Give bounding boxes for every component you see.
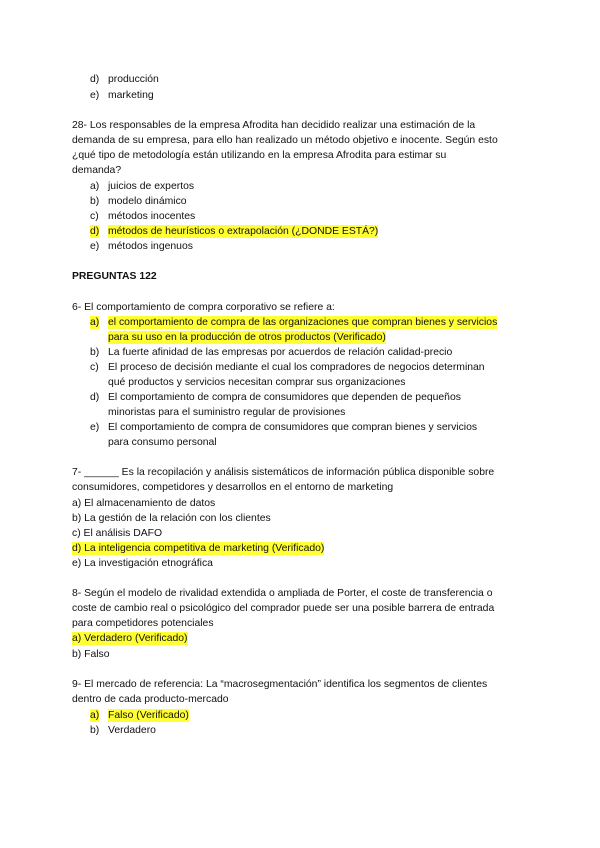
- option-label: e): [90, 422, 100, 433]
- option-label: e): [90, 90, 100, 101]
- question-stem: 8- Según el modelo de rivalidad extendida o ampliada de Porter, el coste de transferencia o: [72, 588, 493, 599]
- option-label: d): [90, 392, 100, 403]
- option-text: a) El almacenamiento de datos: [72, 498, 216, 509]
- question-stem: 6- El comportamiento de compra corporativo se refiere a:: [72, 302, 335, 313]
- option-text-highlighted: a) Verdadero (Verificado): [72, 633, 188, 644]
- option-label: c): [90, 362, 99, 373]
- option-text: El comportamiento de compra de consumidores que compran bienes y servicios: [108, 422, 478, 433]
- option-text: para consumo personal: [108, 437, 217, 448]
- question-stem: demanda?: [72, 165, 122, 176]
- option-text: La fuerte afinidad de las empresas por acuerdos de relación calidad-precio: [108, 347, 453, 358]
- option-text: b) La gestión de la relación con los clientes: [72, 513, 271, 524]
- option-text-highlighted: el comportamiento de compra de las organizaciones que compran bienes y servicios: [108, 317, 498, 328]
- option-text: e) La investigación etnográfica: [72, 558, 213, 569]
- section-heading: PREGUNTAS 122: [72, 271, 157, 282]
- option-text: qué productos y servicios necesitan comprar sus organizaciones: [108, 377, 406, 388]
- question-stem: demanda de su empresa, para ello han realizado un método objetivo e inocente. Según esto: [72, 135, 498, 146]
- option-text: b) Falso: [72, 649, 110, 660]
- question-stem: coste de cambio real o psicológico del comprador puede ser una posible barrera de entrada: [72, 603, 495, 614]
- question-stem: consumidores, competidores y desarrollos en el entorno de marketing: [72, 482, 394, 493]
- option-text: producción: [108, 74, 159, 85]
- option-text-highlighted: d) La inteligencia competitiva de marketing (Verificado): [72, 543, 325, 554]
- option-text: El comportamiento de compra de consumidores que dependen de pequeños: [108, 392, 461, 403]
- question-stem: dentro de cada producto-mercado: [72, 694, 229, 705]
- option-label: d): [90, 74, 100, 85]
- option-text-highlighted: métodos de heurísticos o extrapolación (¿DONDE ESTÁ?): [108, 226, 379, 237]
- option-label: c): [90, 211, 99, 222]
- option-label: b): [90, 347, 100, 358]
- option-text: modelo dinámico: [108, 196, 187, 207]
- option-label: e): [90, 241, 100, 252]
- question-stem: 28- Los responsables de la empresa Afrodita han decidido realizar una estimación de la: [72, 120, 476, 131]
- option-text: Verdadero: [108, 725, 156, 736]
- option-text-highlighted: Falso (Verificado): [108, 710, 189, 721]
- option-label: b): [90, 196, 100, 207]
- question-stem: 7- ______ Es la recopilación y análisis sistemáticos de información pública disponible sobre: [72, 467, 495, 478]
- option-text: métodos inocentes: [108, 211, 196, 222]
- question-stem: para competidores potenciales: [72, 618, 214, 629]
- option-text: marketing: [108, 90, 154, 101]
- question-stem: ¿qué tipo de metodología están utilizando en la empresa Afrodita para estimar su: [72, 150, 447, 161]
- option-label-highlighted: a): [90, 710, 100, 721]
- question-stem: 9- El mercado de referencia: La “macrosegmentación” identifica los segmentos de clientes: [72, 679, 488, 690]
- option-text: minoristas para el suministro regular de provisiones: [108, 407, 346, 418]
- option-label-highlighted: a): [90, 317, 100, 328]
- option-label-highlighted: d): [90, 226, 100, 237]
- option-label: b): [90, 725, 100, 736]
- option-text: juicios de expertos: [108, 181, 195, 192]
- option-text-highlighted: para su uso en la producción de otros productos (Verificado): [108, 332, 386, 343]
- option-label: a): [90, 181, 100, 192]
- option-text: métodos ingenuos: [108, 241, 193, 252]
- option-text: El proceso de decisión mediante el cual los compradores de negocios determinan: [108, 362, 485, 373]
- option-text: c) El análisis DAFO: [72, 528, 163, 539]
